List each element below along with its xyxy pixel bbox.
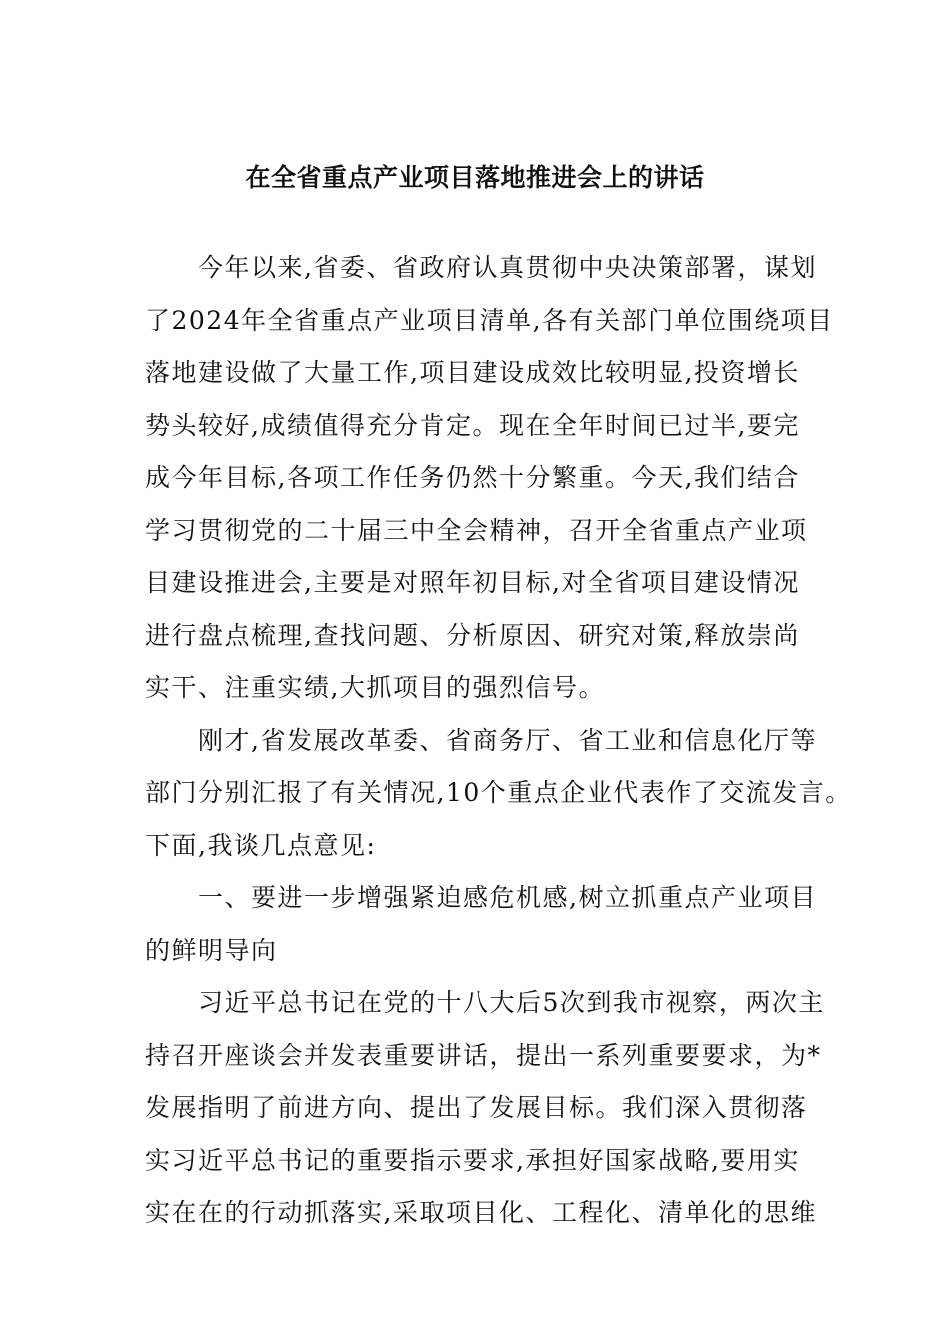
body-line: 下面,我谈几点意见:	[145, 830, 377, 860]
section-heading-line: 一、要进一步增强紧迫感危机感,树立抓重点产业项目	[145, 883, 817, 912]
body-line: 成今年目标,各项工作任务仍然十分繁重。今天,我们结合	[145, 463, 800, 492]
body-line: 进行盘点梳理,查找问题、分析原因、研究对策,释放崇尚	[145, 620, 800, 650]
body-line: 发展指明了前进方向、提出了发展目标。我们深入贯彻落	[145, 1093, 808, 1122]
body-line: 落地建设做了大量工作,项目建设成效比较明显,投资增长	[145, 358, 800, 387]
section-heading-line: 的鲜明导向	[145, 935, 278, 965]
document-title: 在全省重点产业项目落地推进会上的讲话	[245, 163, 705, 192]
body-line: 了2024年全省重点产业项目清单,各有关部门单位围绕项目	[145, 305, 834, 335]
body-line: 势头较好,成绩值得充分肯定。现在全年时间已过半,要完	[145, 410, 800, 440]
body-line: 部门分别汇报了有关情况,10个重点企业代表作了交流发言。	[145, 778, 852, 807]
body-line: 实干、注重实绩,大抓项目的强烈信号。	[145, 673, 605, 702]
body-line: 刚才,省发展改革委、省商务厅、省工业和信息化厅等	[145, 725, 817, 755]
body-line: 实在在的行动抓落实,采取项目化、工程化、清单化的思维	[145, 1198, 817, 1227]
body-line: 持召开座谈会并发表重要讲话，提出一系列重要要求，为*	[145, 1040, 822, 1070]
body-line: 学习贯彻党的二十届三中全会精神，召开全省重点产业项	[145, 515, 808, 545]
body-line: 今年以来,省委、省政府认真贯彻中央决策部署，谋划	[145, 253, 817, 282]
body-line: 习近平总书记在党的十八大后5次到我市视察，两次主	[145, 988, 825, 1017]
body-line: 实习近平总书记的重要指示要求,承担好国家战略,要用实	[145, 1145, 800, 1175]
body-line: 目建设推进会,主要是对照年初目标,对全省项目建设情况	[145, 568, 800, 597]
